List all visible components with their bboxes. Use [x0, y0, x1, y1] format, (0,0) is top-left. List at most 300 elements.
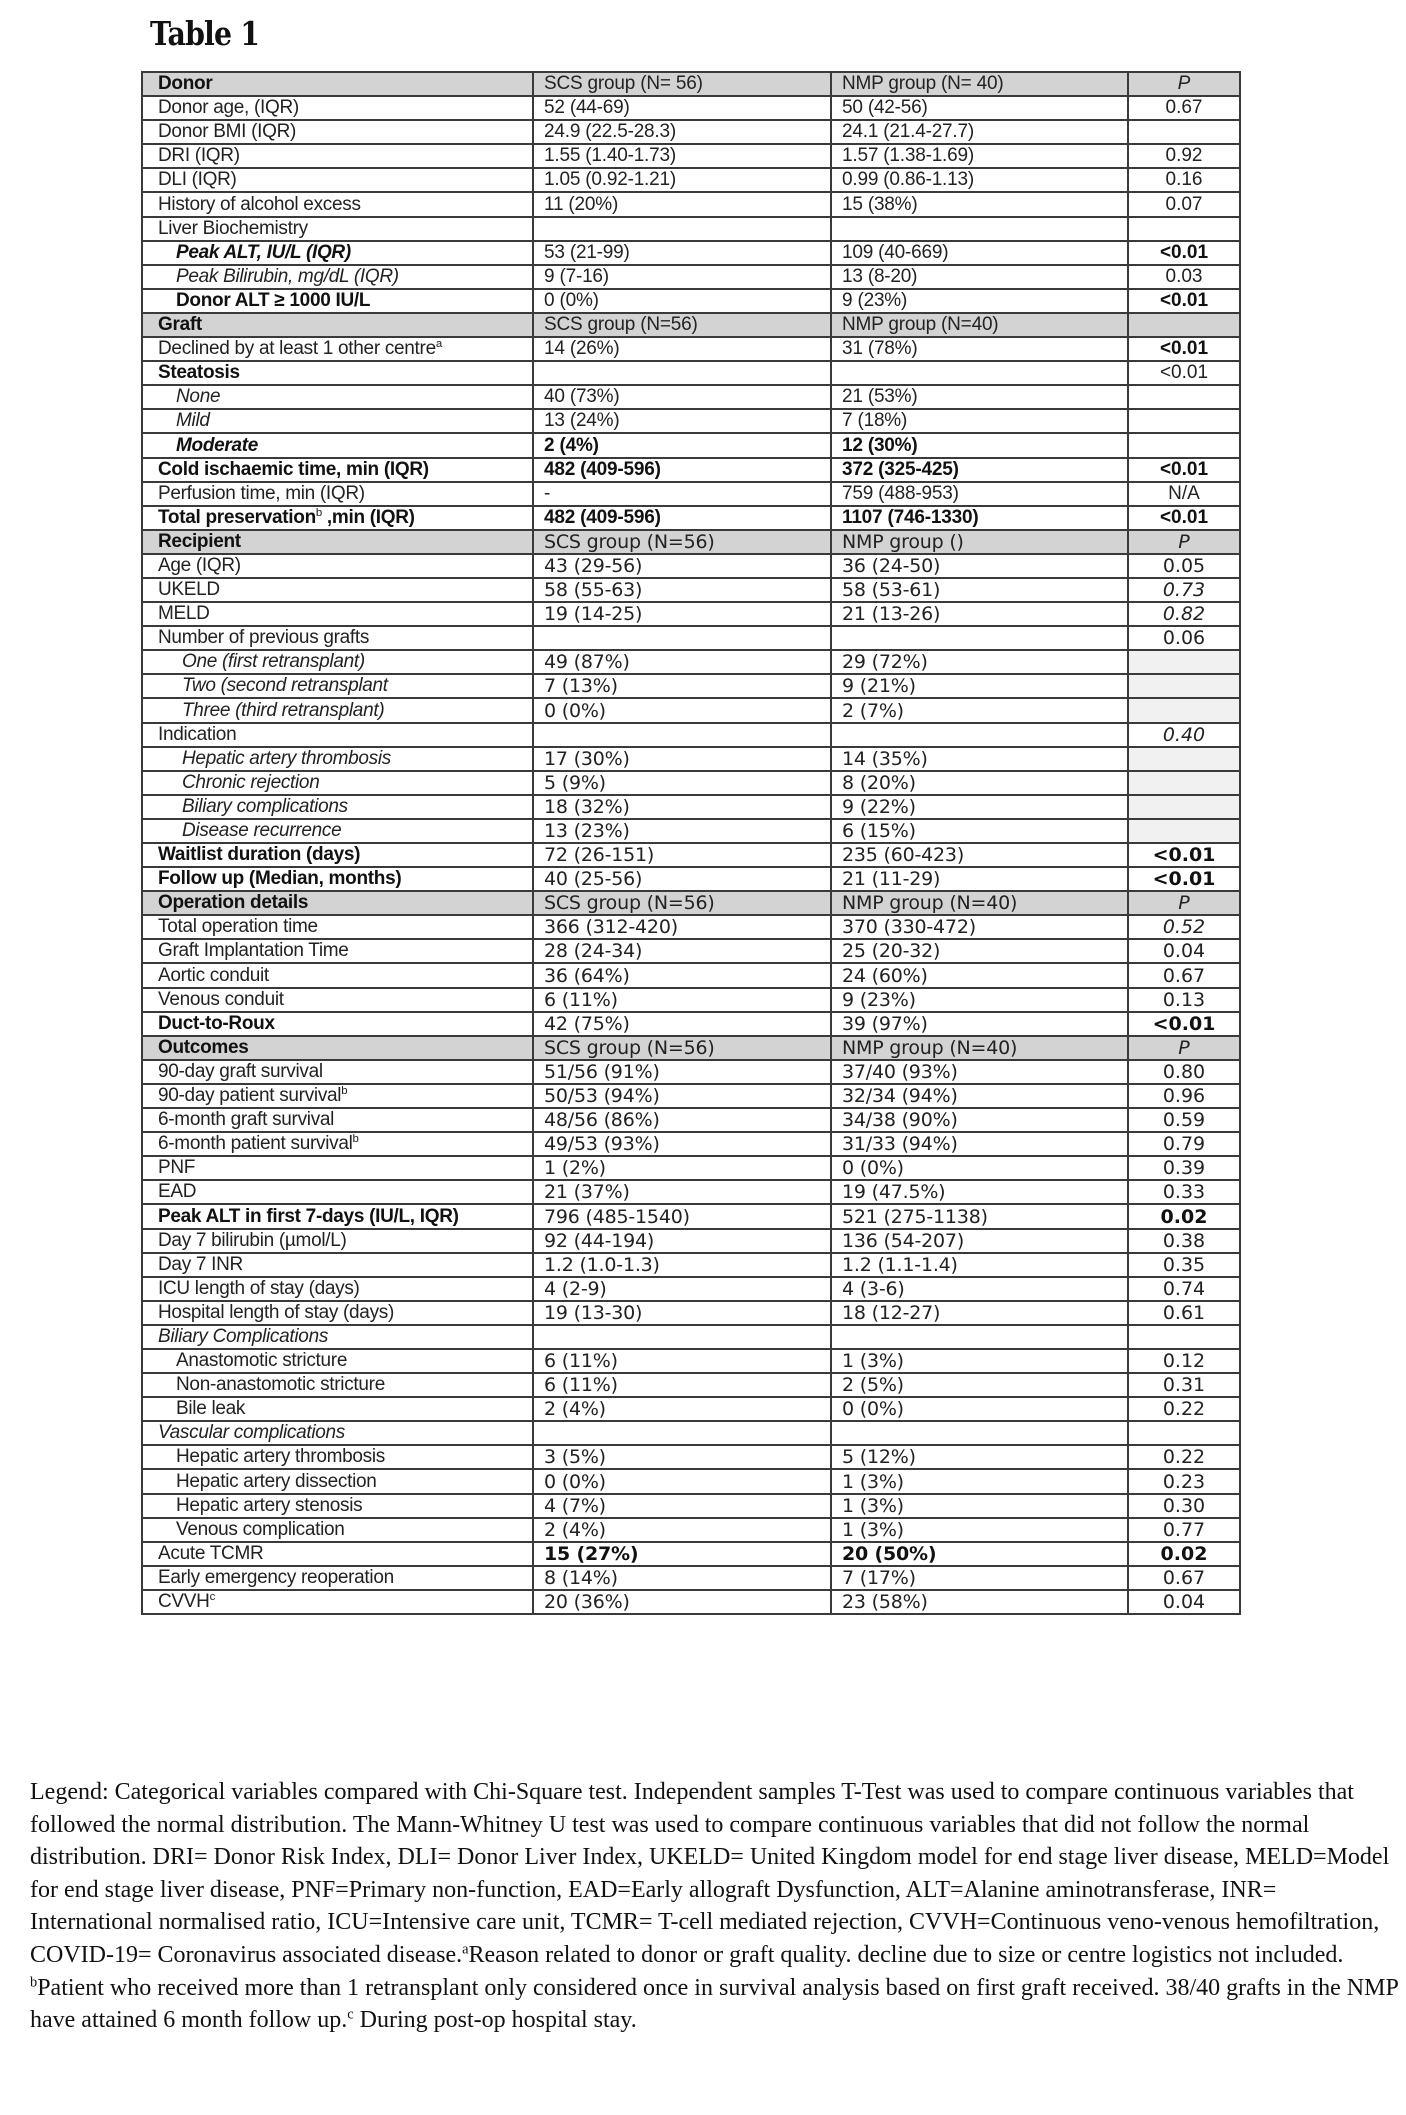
scs-value-cell: 53 (21-99): [533, 241, 831, 265]
row-label: Donor age, (IQR): [158, 97, 299, 119]
row-label-cell: [142, 843, 533, 867]
nmp-value-cell: 13 (8-20): [831, 265, 1128, 289]
row-label: Three (third retransplant): [182, 699, 385, 721]
nmp-value-cell: 58 (53-61): [831, 578, 1128, 602]
nmp-value-cell: 24.1 (21.4-27.7): [831, 120, 1128, 144]
table-row: [142, 1108, 1240, 1132]
p-value-cell: <0.01: [1128, 361, 1240, 385]
p-value-cell: <0.01: [1128, 843, 1240, 867]
nmp-value-cell: 31/33 (94%): [831, 1132, 1128, 1156]
nmp-value-cell: 1 (3%): [831, 1469, 1128, 1493]
p-value-cell: 0.67: [1128, 96, 1240, 120]
table-row: [142, 1277, 1240, 1301]
footnote-a-marker: a: [462, 1941, 469, 1958]
row-label: Liver Biochemistry: [158, 217, 308, 239]
nmp-value-cell: [831, 723, 1128, 747]
p-value-cell: 0.22: [1128, 1445, 1240, 1469]
scs-value-cell: 14 (26%): [533, 337, 831, 361]
scs-value-cell: SCS group (N=56): [533, 891, 831, 915]
p-value-cell: P: [1128, 1036, 1240, 1060]
row-label-cell: [142, 626, 533, 650]
nmp-value-cell: 19 (47.5%): [831, 1180, 1128, 1204]
scs-value-cell: 2 (4%): [533, 433, 831, 457]
p-value-cell: [1128, 819, 1240, 843]
row-label-cell: [142, 891, 533, 915]
p-value-cell: 0.82: [1128, 602, 1240, 626]
nmp-value-cell: 20 (50%): [831, 1542, 1128, 1566]
row-label-cell: [142, 1590, 533, 1614]
table-row: [142, 1590, 1240, 1614]
table-row: [142, 168, 1240, 192]
p-value-cell: 0.92: [1128, 144, 1240, 168]
table-row: [142, 747, 1240, 771]
nmp-value-cell: 15 (38%): [831, 192, 1128, 216]
row-label: Waitlist duration (days): [158, 844, 361, 866]
row-label-cell: [142, 1542, 533, 1566]
legend-text-3: Patient who received more than 1 retransplant only considered once in survival analysis based on first graft received. 38/40 grafts in the NMP have attained 6 month follow up.: [30, 1974, 1398, 2034]
p-value-cell: [1128, 313, 1240, 337]
scs-value-cell: 1.2 (1.0-1.3): [533, 1253, 831, 1277]
table-row: [142, 1325, 1240, 1349]
p-value-cell: <0.01: [1128, 241, 1240, 265]
nmp-value-cell: 29 (72%): [831, 650, 1128, 674]
nmp-value-cell: 2 (7%): [831, 698, 1128, 722]
row-label-cell: [142, 747, 533, 771]
scs-value-cell: 19 (13-30): [533, 1301, 831, 1325]
row-label: Aortic conduit: [158, 964, 269, 986]
table-row: [142, 819, 1240, 843]
scs-value-cell: 2 (4%): [533, 1397, 831, 1421]
section-header-row: [142, 1036, 1240, 1060]
row-label: Non-anastomotic stricture: [176, 1374, 385, 1396]
row-label: Peak ALT, IU/L (IQR): [176, 241, 351, 263]
legend-text-2: Reason related to donor or graft quality. decline due to size or centre logistics not included.: [468, 1941, 1344, 1968]
table-row: [142, 1494, 1240, 1518]
table-row: [142, 289, 1240, 313]
row-label-cell: [142, 168, 533, 192]
row-label: Chronic rejection: [182, 771, 320, 793]
row-label: MELD: [158, 603, 210, 625]
scs-value-cell: 72 (26-151): [533, 843, 831, 867]
row-label-cell: [142, 361, 533, 385]
results-table: [141, 71, 1241, 1615]
row-label-cell: [142, 1397, 533, 1421]
scs-value-cell: 1 (2%): [533, 1156, 831, 1180]
nmp-value-cell: NMP group (): [831, 530, 1128, 554]
row-label: Early emergency reoperation: [158, 1566, 394, 1588]
scs-value-cell: [533, 723, 831, 747]
row-label-cell: [142, 674, 533, 698]
nmp-value-cell: 6 (15%): [831, 819, 1128, 843]
row-label-cell: [142, 698, 533, 722]
table-row: [142, 1469, 1240, 1493]
table-row: [142, 192, 1240, 216]
nmp-value-cell: 136 (54-207): [831, 1229, 1128, 1253]
row-label-cell: [142, 939, 533, 963]
row-label: Mild: [176, 410, 210, 432]
nmp-value-cell: 18 (12-27): [831, 1301, 1128, 1325]
row-label: 90-day patient survival: [158, 1085, 342, 1107]
scs-value-cell: 11 (20%): [533, 192, 831, 216]
p-value-cell: 0.02: [1128, 1542, 1240, 1566]
row-label-cell: [142, 723, 533, 747]
row-label: Steatosis: [158, 362, 240, 384]
row-label: Perfusion time, min (IQR): [158, 482, 365, 504]
row-label-cell: [142, 72, 533, 96]
table-row: [142, 602, 1240, 626]
row-label-cell: [142, 1156, 533, 1180]
row-label-cell: [142, 458, 533, 482]
scs-value-cell: -: [533, 482, 831, 506]
nmp-value-cell: 1.2 (1.1-1.4): [831, 1253, 1128, 1277]
row-label: Total preservation: [158, 506, 316, 528]
table-row: [142, 723, 1240, 747]
row-label-cell: [142, 1036, 533, 1060]
row-label: One (first retransplant): [182, 651, 365, 673]
row-label-cell: [142, 265, 533, 289]
table-row: [142, 1204, 1240, 1228]
row-label-cell: [142, 120, 533, 144]
p-value-cell: 0.73: [1128, 578, 1240, 602]
scs-value-cell: 796 (485-1540): [533, 1204, 831, 1228]
scs-value-cell: 49/53 (93%): [533, 1132, 831, 1156]
table-row: [142, 1349, 1240, 1373]
row-label: Moderate: [176, 434, 259, 456]
row-label-cell: [142, 144, 533, 168]
nmp-value-cell: 4 (3-6): [831, 1277, 1128, 1301]
row-label: Hepatic artery thrombosis: [182, 747, 391, 769]
row-label-cell: [142, 1421, 533, 1445]
table-row: [142, 337, 1240, 361]
nmp-value-cell: 5 (12%): [831, 1445, 1128, 1469]
row-label: Donor: [158, 73, 213, 95]
row-label-cell: [142, 1566, 533, 1590]
row-label-cell: [142, 1060, 533, 1084]
nmp-value-cell: 0 (0%): [831, 1156, 1128, 1180]
row-label: Cold ischaemic time, min (IQR): [158, 458, 429, 480]
table-row: [142, 1542, 1240, 1566]
row-label: PNF: [158, 1157, 196, 1179]
p-value-cell: [1128, 650, 1240, 674]
row-label-cell: [142, 96, 533, 120]
table-row: [142, 217, 1240, 241]
scs-value-cell: 6 (11%): [533, 1349, 831, 1373]
table-row: [142, 265, 1240, 289]
nmp-value-cell: [831, 217, 1128, 241]
footnote-c-marker: c: [347, 2006, 354, 2023]
scs-value-cell: 482 (409-596): [533, 506, 831, 530]
table-row: [142, 867, 1240, 891]
row-label-cell: [142, 1301, 533, 1325]
row-label: UKELD: [158, 579, 220, 601]
row-label-cell: [142, 1204, 533, 1228]
scs-value-cell: 49 (87%): [533, 650, 831, 674]
table-row: [142, 1253, 1240, 1277]
table-row: [142, 915, 1240, 939]
scs-value-cell: 1.55 (1.40-1.73): [533, 144, 831, 168]
table-row: [142, 409, 1240, 433]
p-value-cell: 0.06: [1128, 626, 1240, 650]
table-row: [142, 843, 1240, 867]
row-label-cell: [142, 1494, 533, 1518]
p-value-cell: 0.22: [1128, 1397, 1240, 1421]
nmp-value-cell: [831, 626, 1128, 650]
scs-value-cell: 50/53 (94%): [533, 1084, 831, 1108]
p-value-cell: [1128, 433, 1240, 457]
nmp-value-cell: 521 (275-1138): [831, 1204, 1128, 1228]
p-value-cell: <0.01: [1128, 867, 1240, 891]
nmp-value-cell: 0 (0%): [831, 1397, 1128, 1421]
p-value-cell: 0.23: [1128, 1469, 1240, 1493]
p-value-cell: 0.05: [1128, 554, 1240, 578]
p-value-cell: 0.31: [1128, 1373, 1240, 1397]
p-value-cell: 0.80: [1128, 1060, 1240, 1084]
p-value-cell: 0.02: [1128, 1204, 1240, 1228]
p-value-cell: [1128, 747, 1240, 771]
row-label-cell: [142, 1445, 533, 1469]
row-label-cell: [142, 385, 533, 409]
row-label-cell: [142, 192, 533, 216]
scs-value-cell: 15 (27%): [533, 1542, 831, 1566]
row-label: EAD: [158, 1181, 197, 1203]
scs-value-cell: 5 (9%): [533, 771, 831, 795]
nmp-value-cell: 12 (30%): [831, 433, 1128, 457]
scs-value-cell: 0 (0%): [533, 1469, 831, 1493]
row-label: Hospital length of stay (days): [158, 1301, 395, 1323]
table-row: [142, 554, 1240, 578]
scs-value-cell: 58 (55-63): [533, 578, 831, 602]
table-legend: [30, 1776, 1400, 2037]
row-label-cell: [142, 433, 533, 457]
row-label: Duct-to-Roux: [158, 1012, 275, 1034]
nmp-value-cell: 0.99 (0.86-1.13): [831, 168, 1128, 192]
row-label: Age (IQR): [158, 554, 241, 576]
nmp-value-cell: NMP group (N=40): [831, 1036, 1128, 1060]
scs-value-cell: SCS group (N=56): [533, 313, 831, 337]
row-label: Hepatic artery dissection: [176, 1470, 377, 1492]
row-label: Venous complication: [176, 1518, 345, 1540]
table-row: [142, 1156, 1240, 1180]
table-row: [142, 1421, 1240, 1445]
scs-value-cell: 366 (312-420): [533, 915, 831, 939]
table-row: [142, 458, 1240, 482]
row-label-cell: [142, 1518, 533, 1542]
row-label: Total operation time: [158, 916, 318, 938]
row-label-cell: [142, 963, 533, 987]
row-label: Disease recurrence: [182, 820, 342, 841]
table-row: [142, 795, 1240, 819]
row-label: Day 7 bilirubin (µmol/L): [158, 1229, 347, 1251]
row-label: 90-day graft survival: [158, 1060, 323, 1082]
nmp-value-cell: 1 (3%): [831, 1518, 1128, 1542]
row-label: DRI (IQR): [158, 145, 240, 167]
table-row: [142, 1180, 1240, 1204]
nmp-value-cell: 9 (23%): [831, 289, 1128, 313]
p-value-cell: 0.03: [1128, 265, 1240, 289]
footnote-marker: c: [209, 1591, 215, 1604]
p-value-cell: 0.30: [1128, 1494, 1240, 1518]
row-label-cell: [142, 1253, 533, 1277]
row-label: Follow up (Median, months): [158, 868, 402, 890]
section-header-row: [142, 891, 1240, 915]
table-row: [142, 1445, 1240, 1469]
p-value-cell: [1128, 120, 1240, 144]
table-row: [142, 988, 1240, 1012]
p-value-cell: [1128, 698, 1240, 722]
nmp-value-cell: 32/34 (94%): [831, 1084, 1128, 1108]
p-value-cell: <0.01: [1128, 1012, 1240, 1036]
scs-value-cell: 2 (4%): [533, 1518, 831, 1542]
nmp-value-cell: 372 (325-425): [831, 458, 1128, 482]
row-label-cell: [142, 530, 533, 554]
row-label-cell: [142, 1277, 533, 1301]
table-row: [142, 963, 1240, 987]
row-label-cell: [142, 988, 533, 1012]
table-row: [142, 1084, 1240, 1108]
row-label-cell: [142, 819, 533, 843]
scs-value-cell: 13 (24%): [533, 409, 831, 433]
row-label: Hepatic artery stenosis: [176, 1494, 363, 1516]
row-label: Declined by at least 1 other centre: [158, 338, 436, 360]
nmp-value-cell: NMP group (N=40): [831, 313, 1128, 337]
nmp-value-cell: 9 (21%): [831, 674, 1128, 698]
table-body: [142, 72, 1240, 1614]
scs-value-cell: 0 (0%): [533, 289, 831, 313]
p-value-cell: [1128, 385, 1240, 409]
nmp-value-cell: 37/40 (93%): [831, 1060, 1128, 1084]
p-value-cell: <0.01: [1128, 458, 1240, 482]
nmp-value-cell: 370 (330-472): [831, 915, 1128, 939]
p-value-cell: [1128, 1325, 1240, 1349]
row-label-cell: [142, 337, 533, 361]
p-value-cell: 0.77: [1128, 1518, 1240, 1542]
row-label-cell: [142, 867, 533, 891]
row-label: Recipient: [158, 530, 241, 552]
nmp-value-cell: 24 (60%): [831, 963, 1128, 987]
table-row: [142, 506, 1240, 530]
row-label: CVVH: [158, 1591, 210, 1612]
nmp-value-cell: 7 (18%): [831, 409, 1128, 433]
scs-value-cell: 40 (73%): [533, 385, 831, 409]
p-value-cell: 0.35: [1128, 1253, 1240, 1277]
nmp-value-cell: 1.57 (1.38-1.69): [831, 144, 1128, 168]
row-label-cell: [142, 409, 533, 433]
section-header-row: [142, 313, 1240, 337]
p-value-cell: <0.01: [1128, 289, 1240, 313]
table-row: [142, 939, 1240, 963]
footnote-marker: b: [315, 506, 322, 519]
nmp-value-cell: 1 (3%): [831, 1494, 1128, 1518]
nmp-value-cell: 21 (53%): [831, 385, 1128, 409]
nmp-value-cell: 39 (97%): [831, 1012, 1128, 1036]
row-label: Biliary complications: [182, 795, 348, 817]
row-label-cell: [142, 1132, 533, 1156]
row-label-cell: [142, 1012, 533, 1036]
row-label-cell: [142, 554, 533, 578]
table-title: Table 1: [150, 14, 260, 53]
row-label: Bile leak: [176, 1398, 246, 1420]
scs-value-cell: 51/56 (91%): [533, 1060, 831, 1084]
nmp-value-cell: 9 (23%): [831, 988, 1128, 1012]
row-label: Graft: [158, 314, 202, 336]
scs-value-cell: 7 (13%): [533, 674, 831, 698]
scs-value-cell: [533, 1325, 831, 1349]
table-row: [142, 1229, 1240, 1253]
p-value-cell: 0.61: [1128, 1301, 1240, 1325]
row-label: Operation details: [158, 892, 309, 914]
row-label-cell: [142, 1084, 533, 1108]
table-row: [142, 1301, 1240, 1325]
p-value-cell: 0.40: [1128, 723, 1240, 747]
table-row: [142, 144, 1240, 168]
scs-value-cell: 3 (5%): [533, 1445, 831, 1469]
scs-value-cell: 1.05 (0.92-1.21): [533, 168, 831, 192]
row-label-suffix: ,min (IQR): [321, 506, 415, 528]
nmp-value-cell: NMP group (N= 40): [831, 72, 1128, 96]
row-label: None: [176, 386, 221, 408]
p-value-cell: 0.52: [1128, 915, 1240, 939]
table-row: [142, 578, 1240, 602]
row-label-cell: [142, 289, 533, 313]
table-row: [142, 120, 1240, 144]
row-label: 6-month graft survival: [158, 1109, 335, 1131]
footnote-marker: a: [435, 338, 442, 351]
scs-value-cell: 52 (44-69): [533, 96, 831, 120]
scs-value-cell: SCS group (N=56): [533, 530, 831, 554]
scs-value-cell: 482 (409-596): [533, 458, 831, 482]
section-header-row: [142, 530, 1240, 554]
p-value-cell: [1128, 674, 1240, 698]
row-label-cell: [142, 482, 533, 506]
p-value-cell: [1128, 771, 1240, 795]
p-value-cell: [1128, 217, 1240, 241]
row-label: Two (second retransplant: [182, 675, 388, 697]
nmp-value-cell: NMP group (N=40): [831, 891, 1128, 915]
nmp-value-cell: [831, 1421, 1128, 1445]
nmp-value-cell: 2 (5%): [831, 1373, 1128, 1397]
scs-value-cell: 6 (11%): [533, 988, 831, 1012]
table-row: [142, 650, 1240, 674]
table-row: [142, 482, 1240, 506]
p-value-cell: 0.12: [1128, 1349, 1240, 1373]
nmp-value-cell: 25 (20-32): [831, 939, 1128, 963]
row-label: Peak ALT in first 7-days (IU/L, IQR): [158, 1205, 459, 1227]
p-value-cell: 0.79: [1128, 1132, 1240, 1156]
scs-value-cell: 18 (32%): [533, 795, 831, 819]
p-value-cell: 0.74: [1128, 1277, 1240, 1301]
scs-value-cell: SCS group (N= 56): [533, 72, 831, 96]
row-label-cell: [142, 241, 533, 265]
nmp-value-cell: 34/38 (90%): [831, 1108, 1128, 1132]
row-label: Acute TCMR: [158, 1542, 264, 1564]
p-value-cell: 0.07: [1128, 192, 1240, 216]
scs-value-cell: 48/56 (86%): [533, 1108, 831, 1132]
table-row: [142, 1397, 1240, 1421]
p-value-cell: N/A: [1128, 482, 1240, 506]
nmp-value-cell: [831, 1325, 1128, 1349]
row-label: DLI (IQR): [158, 169, 237, 191]
legend-text-1: Legend: Categorical variables compared with Chi-Square test. Independent samples T-Test was used to compare continuous variables that followed the normal distribution. The Mann-Whitney U test was used to compare continuous variables that did not follow the normal distribution. DRI= Donor Risk Index, DLI= Donor Liver Index, UKELD= United Kingdom model for end stage liver disease, MELD=Model for end stage liver disease, PNF=Primary non-function, EAD=Early allograft Dysfunction, ALT=Alanine aminotransferase, INR= International normalised ratio, ICU=Intensive care unit, TCMR= T-cell mediated rejection, CVVH=Continuous veno-venous hemofiltration, COVID-19= Coronavirus associated disease.: [30, 1779, 1390, 1968]
row-label-cell: [142, 1349, 533, 1373]
p-value-cell: 0.59: [1128, 1108, 1240, 1132]
row-label-cell: [142, 1108, 533, 1132]
p-value-cell: P: [1128, 530, 1240, 554]
row-label: Indication: [158, 723, 237, 745]
row-label: Graft Implantation Time: [158, 940, 349, 962]
nmp-value-cell: 1107 (746-1330): [831, 506, 1128, 530]
table-row: [142, 1012, 1240, 1036]
nmp-value-cell: 36 (24-50): [831, 554, 1128, 578]
